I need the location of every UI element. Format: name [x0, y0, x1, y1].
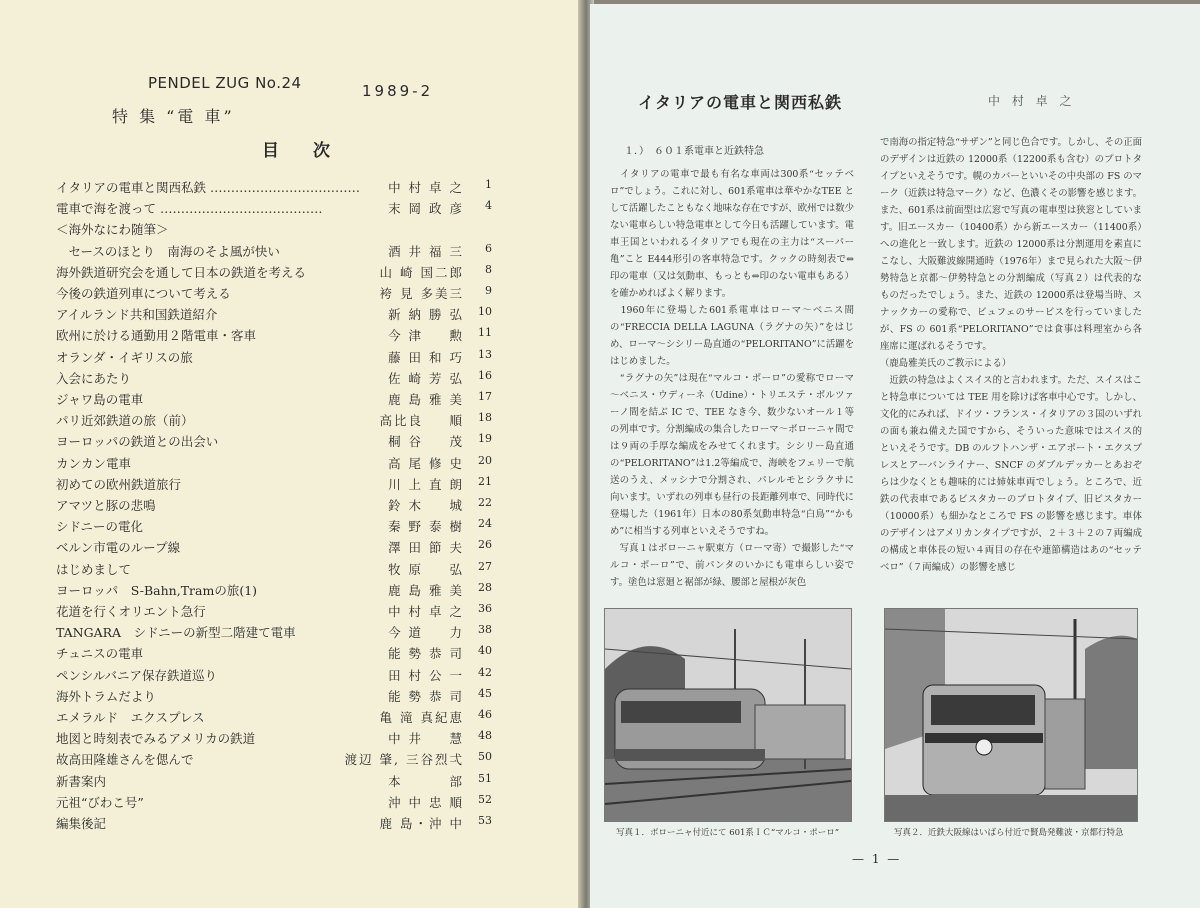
toc-entry — [56, 369, 492, 387]
toc-entry — [56, 517, 492, 535]
toc-entry-title: 入会にあたり — [56, 370, 132, 386]
toc-entry-title: ジャワ島の電車 — [56, 392, 144, 407]
toc-entry-author: 高比良 順 — [379, 413, 464, 429]
toc-entry-page: 9 — [485, 284, 492, 297]
toc-entry-title: 花道を行くオリエント急行 — [56, 604, 206, 619]
issue-date: 1989-2 — [362, 82, 434, 100]
feature-title: 特 集 “電 車” — [112, 107, 235, 126]
toc-entry-author: 今 津 勲 — [388, 328, 464, 344]
toc-entry-page: 40 — [478, 644, 492, 658]
toc-entry-title: アマツと豚の悲鳴 — [56, 498, 156, 513]
toc-entry — [56, 305, 492, 323]
toc-entry — [56, 644, 492, 662]
toc-entry-author: 山 崎 国二郎 — [379, 264, 464, 280]
toc-entry-title: ベルン市電のループ線 — [56, 540, 181, 556]
toc-entry — [56, 454, 492, 472]
toc-entry-author: 亀 滝 真紀恵 — [379, 710, 464, 725]
toc-entry-title: ＜海外なにわ随筆＞ — [56, 222, 169, 238]
toc-entry-author: 中 井 慧 — [388, 731, 464, 747]
article-title: イタリアの電車と関西私鉄 — [638, 93, 843, 112]
toc-entry-author: 鹿 島・沖 中 — [379, 816, 464, 831]
toc-entry — [56, 623, 492, 641]
toc-entry-author: 能 勢 恭 司 — [388, 688, 464, 704]
toc-entry-author: 秦 野 泰 樹 — [388, 519, 464, 535]
toc-entry-author: 酒 井 福 三 — [388, 243, 464, 259]
toc-entry-author: 本 部 — [388, 773, 464, 789]
photo-2 — [884, 608, 1138, 822]
toc-entry — [56, 602, 492, 620]
toc-entry-author: 澤 田 節 夫 — [388, 540, 464, 556]
paragraph: “ラグナの矢”は現在“マルコ・ポーロ”の愛称でローマ～ベニス・ウディーネ（Udine）・トリエステ・ボルツァーノ間を結ぶ IC で、TEE なき今、数少ないオール１等の列車です。分割編成の集合したローマ～ボローニャ間では９両の手厚な編成をみせてくれます。シシリー島直通の“PELORITANO”は1.2等編成で、海峡をフェリーで航送のうえ、メッシナで分割され、パレルモとシラクサに向います。いずれの列車も昼行の長距離列車で、同時代に登場した（1961年）日本の80系気動車特急“白鳥”“かもめ”に相当する列車といえそうですね。 — [610, 373, 854, 537]
toc-entry-author: 末 岡 政 彦 — [388, 201, 464, 217]
train-photo-illustration — [605, 609, 851, 821]
toc-entry-page: 26 — [478, 538, 492, 552]
toc-entry — [56, 475, 492, 493]
toc-entry-author: 新 納 勝 弘 — [388, 307, 464, 323]
toc-entry — [56, 178, 492, 196]
section-heading: １．） ６０１系電車と近鉄特急 — [624, 146, 764, 157]
toc-entry-title: アイルランド共和国鉄道紹介 — [56, 307, 218, 323]
toc-entry-author: 鈴 木 城 — [388, 498, 464, 513]
toc-entry-title: カンカン電車 — [56, 455, 132, 471]
toc-entry-page: 1 — [485, 178, 492, 191]
toc-entry-title: 新書案内 — [56, 773, 107, 789]
toc-entry-author: 高 尾 修 史 — [388, 455, 464, 471]
toc-entry-author: 袴 見 多美三 — [379, 286, 464, 301]
toc-entry-title: 元祖“びわこ号” — [56, 794, 144, 810]
toc-entry — [56, 411, 492, 429]
toc-entry-page: 8 — [485, 262, 492, 276]
toc-entry-title: ペンシルバニア保存鉄道巡り — [56, 667, 218, 683]
toc-entry-page: 48 — [478, 729, 492, 743]
paragraph: イタリアの電車で最も有名な車両は300系“セッテベロ”でしょう。これに対し、601系電車は華やかなTEE として活躍したこともなく地味な存在ですが、欧州では数少ない電車らしい特急電車として今日も活躍しています。電車王国といわれるイタリアでも現在の主力は“スーパー亀”こと E444形引の客車特急です。クックの時刻表で⇔印の電車（又は気動車、もっとも⇔印のない電車もある）を確かめればよく解ります。 — [610, 169, 854, 299]
toc-entry-page: 20 — [478, 453, 492, 467]
toc-entry — [56, 666, 492, 684]
paragraph: 写真１はボローニャ駅東方（ローマ寄）で撮影した“マルコ・ポーロ”で、前パンタのいかにも電車らしい姿です。塗色は窓廻と裾部が緑、腰部と屋根が灰色 — [610, 543, 854, 588]
toc-entry — [56, 772, 492, 790]
toc-entry-page: 6 — [485, 241, 492, 255]
toc-entry-author: 沖 中 忠 順 — [388, 794, 464, 810]
toc-entry-author: 今 道 力 — [388, 625, 464, 641]
toc-entry-author: 川 上 直 朗 — [388, 476, 464, 492]
toc-entry-title: 海外トラムだより — [56, 688, 156, 704]
toc-entry — [56, 199, 492, 217]
toc-entry-page: 27 — [478, 559, 492, 573]
magazine-title: PENDEL ZUG No.24 — [148, 74, 302, 92]
toc-entry — [56, 326, 492, 344]
toc-entry — [56, 687, 492, 705]
toc-entry-title: 海外鉄道研究会を通して日本の鉄道を考える — [56, 264, 307, 280]
toc-entry-title: 編集後記 — [56, 816, 107, 831]
paragraph: 1960年に登場した601系電車はローマ～ベニス間の“FRECCIA DELLA LAGUNA（ラグナの矢）”をはじめ、ローマ～シシリー島直通の“PELORITANO”に活躍をはじめました。 — [610, 305, 854, 367]
toc-entry-author: 渡辺 肇, 三谷烈弌 — [344, 752, 464, 768]
paragraph: 近鉄の特急はよくスイス的と言われます。ただ、スイスはこと特急車については TEE 用を除けば客車中心です。しかし、文化的にみれば、ドイツ・フランス・イタリアの３国のいずれの面も兼ね備えた国ですから、そういった意味ではスイス的といえそうです。DB のルフトハンザ・エアポート・エクスプレスとアーバンライナー、SNCF のダブルデッカーとあおぞらは少なくとも趣味的には姉妹車両でしょう。ところで、近鉄の代表車であるビスタカーのプロトタイプ、旧ビスタカー（10000系）も細かなところで FS の影響を感じます。車体のデザインはアメリカンタイプですが、２＋３＋２の７両編成の構成と車体長の短い４両目の存在や連節構造はあの“セッテベロ”（７両編成）の影響を感じ — [880, 375, 1142, 573]
toc-entry-page: 18 — [478, 411, 492, 425]
toc-entry — [56, 263, 492, 281]
toc-entry-page: 24 — [478, 517, 492, 531]
toc-entry-title: エメラルド エクスプレス — [56, 710, 205, 725]
toc-entry — [56, 496, 492, 514]
toc-entry-title: ヨーロッパ S-Bahn,Tramの旅(1) — [56, 582, 258, 598]
toc-entry-title: チュニスの電車 — [56, 646, 144, 662]
toc-entry-page: 53 — [478, 814, 492, 827]
toc-entry-author: 中 村 卓 之 — [388, 180, 464, 195]
toc-entry-page: 17 — [478, 390, 492, 403]
toc-entry-page: 50 — [478, 750, 492, 764]
right-page — [590, 4, 1200, 908]
toc-entry — [56, 220, 492, 238]
toc-entry-title: セースのほとり 南海のそよ風が快い — [56, 243, 280, 259]
paragraph: で南海の指定特急“サザン”と同じ色合です。しかし、その正面のデザインは近鉄の 12000系（12200系も含む）のプロトタイプといえそうです。幌のカバーといいその中央部の FS のマーク（近鉄は特急マーク）など、色濃くその影響を感じます。また、601系は前面型は広窓で写真の電車型は狭窓としています。旧エースカー（10400系）から新エースカー（11400系）への進化と一致します。近鉄の 12000系は分割運用を素直にこなし、大阪難波線開通時（1976年）まで見られた大阪～伊勢特急と京都～伊勢特急との分割編成（写真２）は代表的なものだったでしょう。また、近鉄の 12000系は登場当時、スナックカーの愛称で、ビュフェのサービスを行っていましたが、FS の 601系“PELORITANO”では食事は料理室から各座席に運ばれるそうです。 — [880, 137, 1142, 352]
toc-entry-page: 36 — [478, 602, 492, 615]
toc-entry-title: はじめまして — [56, 561, 132, 577]
toc-entry-author: 田 村 公 一 — [388, 667, 464, 683]
toc-entry-page: 46 — [478, 708, 492, 721]
toc-entry-title: TANGARA シドニーの新型二階建て電車 — [56, 625, 296, 641]
toc-entry-page: 19 — [478, 432, 492, 446]
toc-entry-author: 佐 崎 芳 弘 — [388, 370, 464, 386]
left-page — [0, 0, 584, 908]
toc-entry-author: 能 勢 恭 司 — [388, 646, 464, 662]
paragraph: （鹿島雅美氏のご教示による） — [880, 358, 1012, 369]
toc-entry-title: ヨーロッパの鉄道との出会い — [56, 434, 219, 450]
toc-entry — [56, 242, 492, 260]
toc-entry — [56, 793, 492, 811]
toc-entry — [56, 708, 492, 726]
page-number: — 1 — — [852, 852, 902, 866]
toc-entry-title: 地図と時刻表でみるアメリカの鉄道 — [56, 731, 256, 747]
toc-entry-page: 45 — [478, 686, 492, 700]
toc-entry-title: オランダ・イギリスの旅 — [56, 349, 193, 365]
toc-entry-title: 初めての欧州鉄道旅行 — [56, 476, 182, 492]
toc-entry-title: シドニーの電化 — [56, 519, 144, 535]
toc-entry-title: 故高田隆雄さんを偲んで — [56, 752, 194, 768]
toc-entry-title: 電車で海を渡って ………………………………… — [56, 201, 323, 217]
toc-entry-page: 52 — [478, 792, 492, 806]
toc-entry — [56, 348, 492, 366]
toc-entry-author: 藤 田 和 巧 — [388, 349, 464, 365]
toc-entry — [56, 729, 492, 747]
photo-caption-2: 写真２．近鉄大阪線はいばら付近で賢島発難波・京都行特急 — [894, 828, 1124, 838]
toc-entry-page: 22 — [478, 496, 492, 509]
toc-entry — [56, 814, 492, 832]
toc-entry-page: 11 — [478, 326, 492, 340]
toc-entry-page: 16 — [478, 368, 492, 382]
toc-entry-page: 28 — [478, 580, 492, 594]
toc-entry — [56, 432, 492, 450]
photo-caption-1: 写真１．ボローニャ付近にて 601系ＩＣ“マルコ・ポーロ” — [616, 828, 840, 838]
photo-1 — [604, 608, 852, 822]
toc-entry-author: 鹿 島 雅 美 — [388, 582, 464, 598]
toc-entry-page: 10 — [478, 305, 492, 319]
toc-entry-title: 欧州に於ける通勤用２階電車・客車 — [56, 328, 257, 344]
toc-entry-title: パリ近郊鉄道の旅（前） — [56, 413, 194, 429]
toc-entry-author: 中 村 卓 之 — [388, 604, 464, 619]
article-column-1 — [610, 166, 854, 591]
toc-entry-page: 51 — [478, 771, 492, 785]
toc-entry-page: 13 — [478, 347, 492, 361]
train-photo-illustration — [885, 609, 1137, 821]
toc-entry — [56, 560, 492, 578]
toc-entry — [56, 581, 492, 599]
toc-heading: 目 次 — [262, 141, 330, 161]
toc-entry-author: 鹿 島 雅 美 — [388, 392, 464, 407]
toc-entry-author: 桐 谷 茂 — [388, 434, 464, 450]
toc-entry — [56, 750, 492, 768]
toc-entry — [56, 538, 492, 556]
toc-entry-page: 4 — [485, 199, 492, 213]
toc-entry-page: 42 — [478, 665, 492, 679]
article-column-2 — [880, 134, 1142, 576]
toc-entry — [56, 390, 492, 408]
toc-entry-page: 38 — [478, 623, 492, 637]
article-author: 中 村 卓 之 — [988, 94, 1076, 108]
toc-entry — [56, 284, 492, 302]
toc-entry-author: 牧 原 弘 — [388, 561, 464, 577]
toc-entry-title: イタリアの電車と関西私鉄 ……………………………… — [56, 180, 360, 195]
toc-entry-title: 今後の鉄道列車について考える — [56, 286, 231, 301]
toc-entry-page: 21 — [478, 474, 492, 488]
